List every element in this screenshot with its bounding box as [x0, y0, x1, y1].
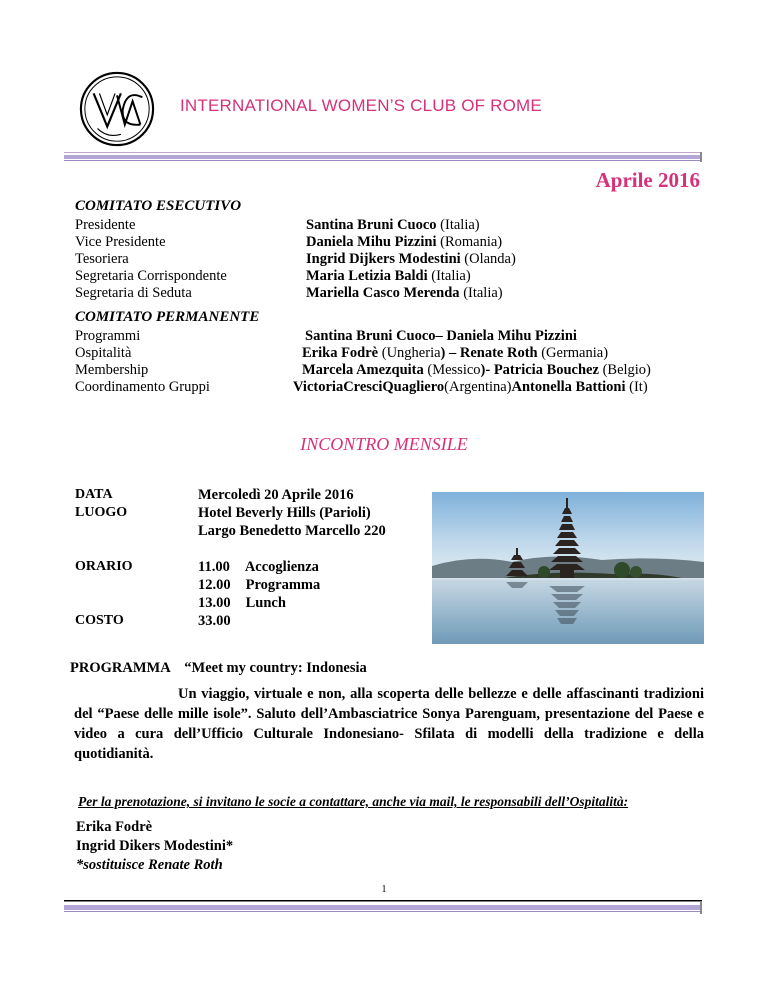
- contact-name: Erika Fodrè: [76, 819, 153, 835]
- member-row: [293, 345, 713, 362]
- esecutivo-names: [306, 217, 516, 302]
- programma-description: Un viaggio, virtuale e non, alla scoperta delle bellezze e delle affascinanti tradizioni del “Paese delle mille isole”. Saluto dell’Ambasciatrice Sonya Parenguam, presentazione del Paese e video a cura dell’Ufficio Culturale Indonesiano- Sfilata di modelli della tradizione e della quotidianità.: [74, 686, 704, 762]
- member-country: (Italia): [431, 268, 471, 284]
- page-number: 1: [381, 884, 387, 895]
- role-label: Segretaria Corrispondente: [75, 268, 227, 284]
- booking-instructions: [78, 794, 628, 810]
- member-name: Mariella Casco Merenda: [306, 285, 460, 301]
- event-address: Largo Benedetto Marcello 220: [198, 523, 386, 539]
- member-country: (It): [625, 379, 648, 395]
- member-row: [306, 234, 516, 251]
- member-row: [293, 362, 713, 379]
- programma-title: “Meet my country: Indonesia: [184, 660, 367, 676]
- booking-text-contacts: le responsabili dell’Ospitalità:: [460, 794, 629, 809]
- temple-lake-photo: [432, 492, 704, 644]
- booking-text: Per la prenotazione, si invitano le socie a contattare, anche via mail,: [78, 794, 458, 809]
- member-name: Erika Fodrè: [302, 345, 379, 361]
- role-label: Presidente: [75, 217, 136, 233]
- booking-contacts: [76, 818, 233, 875]
- schedule-row: [198, 558, 320, 576]
- member-country: (Olanda): [464, 251, 516, 267]
- role-label: Membership: [75, 362, 149, 378]
- member-name: Antonella Battioni: [511, 379, 626, 395]
- schedule-item: Lunch: [245, 595, 286, 611]
- club-logo-icon: [78, 70, 156, 148]
- newsletter-date: Aprile 2016: [595, 168, 700, 192]
- member-country: (Argentina): [444, 379, 512, 395]
- event-venue: Hotel Beverly Hills (Parioli): [198, 505, 371, 521]
- schedule-time: 11.00: [198, 559, 230, 575]
- role-label: Programmi: [75, 328, 141, 344]
- permanente-names: [293, 328, 713, 396]
- top-divider: [64, 152, 702, 162]
- member-country: (Belgio): [598, 362, 651, 378]
- member-country: (Germania): [537, 345, 609, 361]
- member-country: (Italia): [463, 285, 503, 301]
- schedule-time: 13.00: [198, 595, 231, 611]
- contact-name: Ingrid Dikers Modestini*: [76, 838, 234, 854]
- member-country: (Ungheria: [378, 345, 441, 361]
- schedule-item: Programma: [245, 577, 321, 593]
- member-name: Santina Bruni Cuoco– Daniela Mihu Pizzini: [305, 328, 577, 344]
- role-label: Segretaria di Seduta: [75, 285, 192, 301]
- member-row: [306, 217, 516, 234]
- club-name: INTERNATIONAL WOMEN’S CLUB OF ROME: [180, 96, 542, 115]
- comitato-permanente-heading: COMITATO PERMANENTE: [75, 309, 260, 325]
- luogo-label: LUOGO: [75, 505, 128, 520]
- event-schedule: [198, 558, 320, 630]
- member-name: Daniela Mihu Pizzini: [306, 234, 437, 250]
- schedule-row: [198, 576, 320, 594]
- member-country: (Romania): [440, 234, 503, 250]
- event-details: [198, 486, 386, 540]
- member-row: [306, 285, 516, 302]
- comitato-esecutivo-heading: COMITATO ESECUTIVO: [75, 198, 242, 214]
- member-name: Maria Letizia Baldi: [306, 268, 428, 284]
- data-label: DATA: [75, 487, 113, 502]
- event-date: Mercoledì 20 Aprile 2016: [198, 487, 354, 503]
- role-label: Tesoriera: [75, 251, 129, 267]
- member-row: [306, 251, 516, 268]
- incontro-mensile-heading: INCONTRO MENSILE: [300, 434, 468, 454]
- contact-note: *sostituisce Renate Roth: [76, 857, 223, 873]
- member-country: (Messico: [423, 362, 481, 378]
- permanente-roles: [75, 328, 210, 396]
- event-cost: 33.00: [198, 613, 231, 629]
- programma-label: PROGRAMMA: [70, 660, 171, 676]
- member-country: (Italia): [440, 217, 480, 233]
- member-name: Ingrid Dijkers Modestini: [306, 251, 461, 267]
- member-row: [293, 379, 713, 396]
- member-row: [293, 328, 713, 345]
- schedule-row: [198, 594, 320, 612]
- esecutivo-roles: [75, 217, 227, 302]
- bottom-divider: [64, 900, 702, 914]
- orario-label: ORARIO: [75, 559, 133, 574]
- role-label: Vice Presidente: [75, 234, 166, 250]
- member-row: [306, 268, 516, 285]
- role-label: Coordinamento Gruppi: [75, 379, 210, 395]
- member-name: ) – Renate Roth: [440, 345, 538, 361]
- programma-line: [70, 660, 367, 677]
- member-name: VictoriaCresciQuagliero: [293, 379, 445, 395]
- costo-label: COSTO: [75, 613, 124, 628]
- member-name: )- Patricia Bouchez: [480, 362, 599, 378]
- schedule-item: Accoglienza: [244, 559, 319, 575]
- member-name: Santina Bruni Cuoco: [306, 217, 437, 233]
- schedule-time: 12.00: [198, 577, 231, 593]
- member-name: Marcela Amezquita: [302, 362, 424, 378]
- role-label: Ospitalità: [75, 345, 132, 361]
